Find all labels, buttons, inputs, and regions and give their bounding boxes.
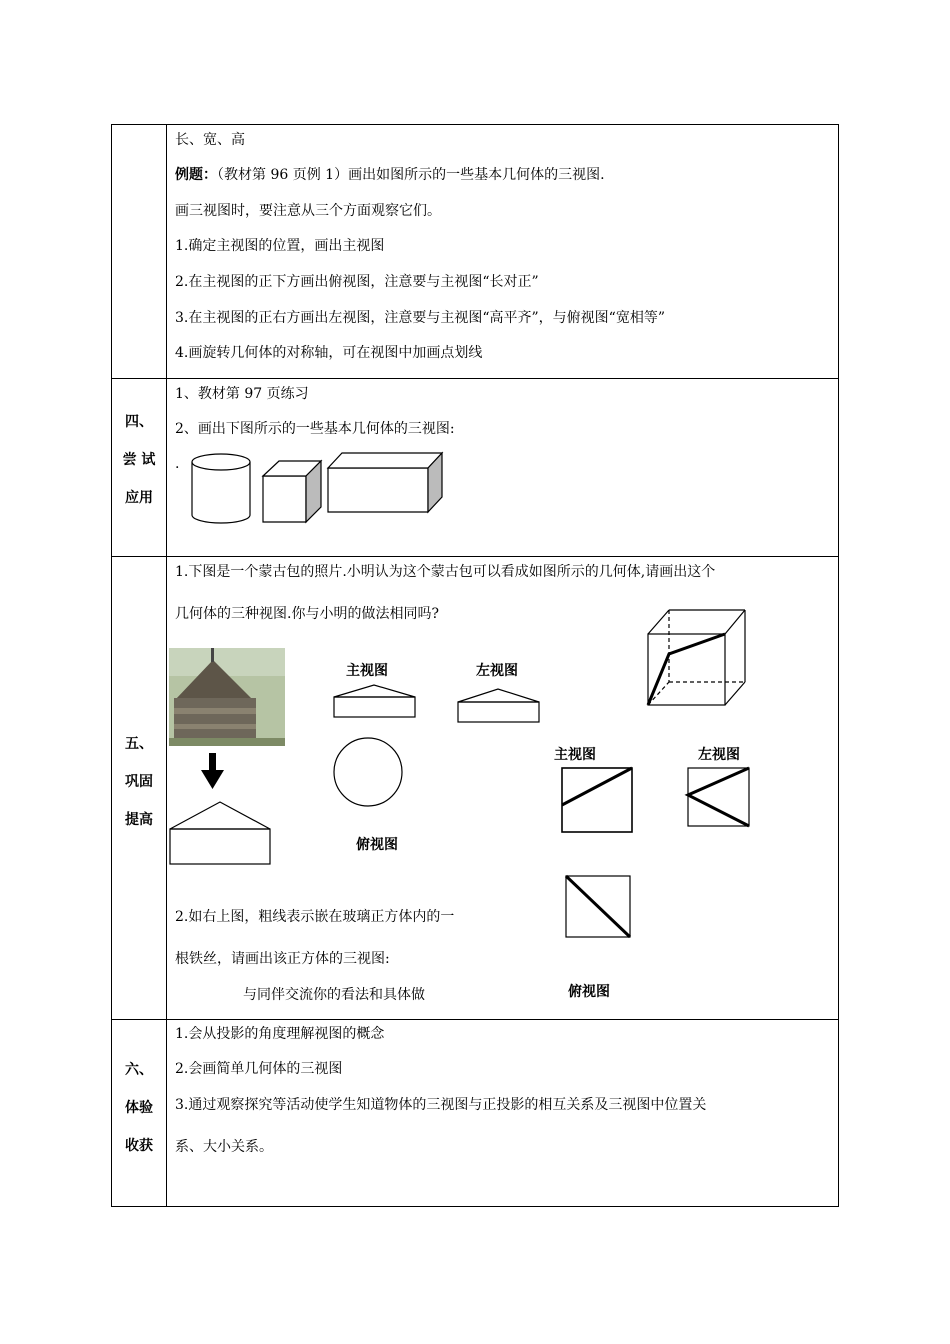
label-text: 收获	[125, 1138, 153, 1154]
cylinder-figure	[192, 454, 250, 523]
text-line: 3.通过观察探究等活动使学生知道物体的三视图与正投影的相互关系及三视图中位置关	[175, 1097, 707, 1113]
text-line: 几何体的三种视图.你与小明的做法相同吗?	[175, 606, 439, 622]
label-text: 巩固	[125, 774, 153, 790]
text-line: 根铁丝，请画出该正方体的三视图:	[175, 951, 390, 967]
text-line: 2.在主视图的正下方画出俯视图，注意要与主视图“长对正”	[175, 274, 539, 290]
yurt-model	[170, 802, 270, 864]
label-text: 提高	[125, 812, 153, 828]
text-line: 2.如右上图，粗线表示嵌在玻璃正方体内的一	[175, 909, 455, 925]
yurt-top-view	[334, 738, 402, 806]
yurt-front-view	[334, 685, 415, 717]
example-text: （教材第 96 页例 1）画出如图所示的一些基本几何体的三视图.	[217, 167, 605, 183]
down-arrow-icon	[201, 753, 224, 789]
top-view-label: 俯视图	[356, 837, 398, 853]
text-line: 画三视图时，要注意从三个方面观察它们。	[175, 203, 441, 219]
text-line: 系、大小关系。	[175, 1139, 273, 1155]
text-line: 长、宽、高	[175, 132, 245, 148]
text-line: .	[175, 456, 180, 472]
cube-front-view	[562, 768, 632, 832]
text-line: 2.会画简单几何体的三视图	[175, 1061, 343, 1077]
example-label: 例题：	[175, 167, 217, 183]
text-line: 4.画旋转几何体的对称轴，可在视图中加画点划线	[175, 345, 483, 361]
cube-front-view-label: 主视图	[554, 747, 596, 763]
label-text: 五、	[125, 736, 153, 752]
left-view-label: 左视图	[476, 663, 518, 679]
cuboid-figure	[328, 453, 442, 512]
label-text: 应用	[125, 490, 153, 506]
cube-top-view-label: 俯视图	[568, 984, 610, 1000]
text-line: 3.在主视图的正右方画出左视图，注意要与主视图“高平齐”，与俯视图“宽相等”	[175, 310, 665, 326]
yurt-left-view	[458, 689, 539, 722]
cube-top-view	[566, 876, 630, 937]
text-line: 2、画出下图所示的一些基本几何体的三视图:	[175, 421, 455, 437]
label-text: 四、	[125, 414, 153, 430]
text-line: 与同伴交流你的看法和具体做	[243, 987, 425, 1003]
label-text: 体验	[125, 1100, 153, 1116]
label-text: 六、	[125, 1062, 153, 1078]
glass-cube-figure	[648, 610, 745, 705]
cube-left-view-label: 左视图	[698, 747, 740, 763]
text-line: 1.会从投影的角度理解视图的概念	[175, 1026, 385, 1042]
text-line: 1.下图是一个蒙古包的照片.小明认为这个蒙古包可以看成如图所示的几何体,请画出这个	[175, 564, 716, 580]
label-text: 尝 试	[122, 452, 156, 468]
text-line: 1.确定主视图的位置，画出主视图	[175, 238, 385, 254]
cube-left-view	[688, 768, 749, 826]
front-view-label: 主视图	[346, 663, 388, 679]
yurt-photo	[169, 648, 285, 746]
cube-figure	[263, 461, 321, 522]
text-line: 1、教材第 97 页练习	[175, 386, 309, 402]
